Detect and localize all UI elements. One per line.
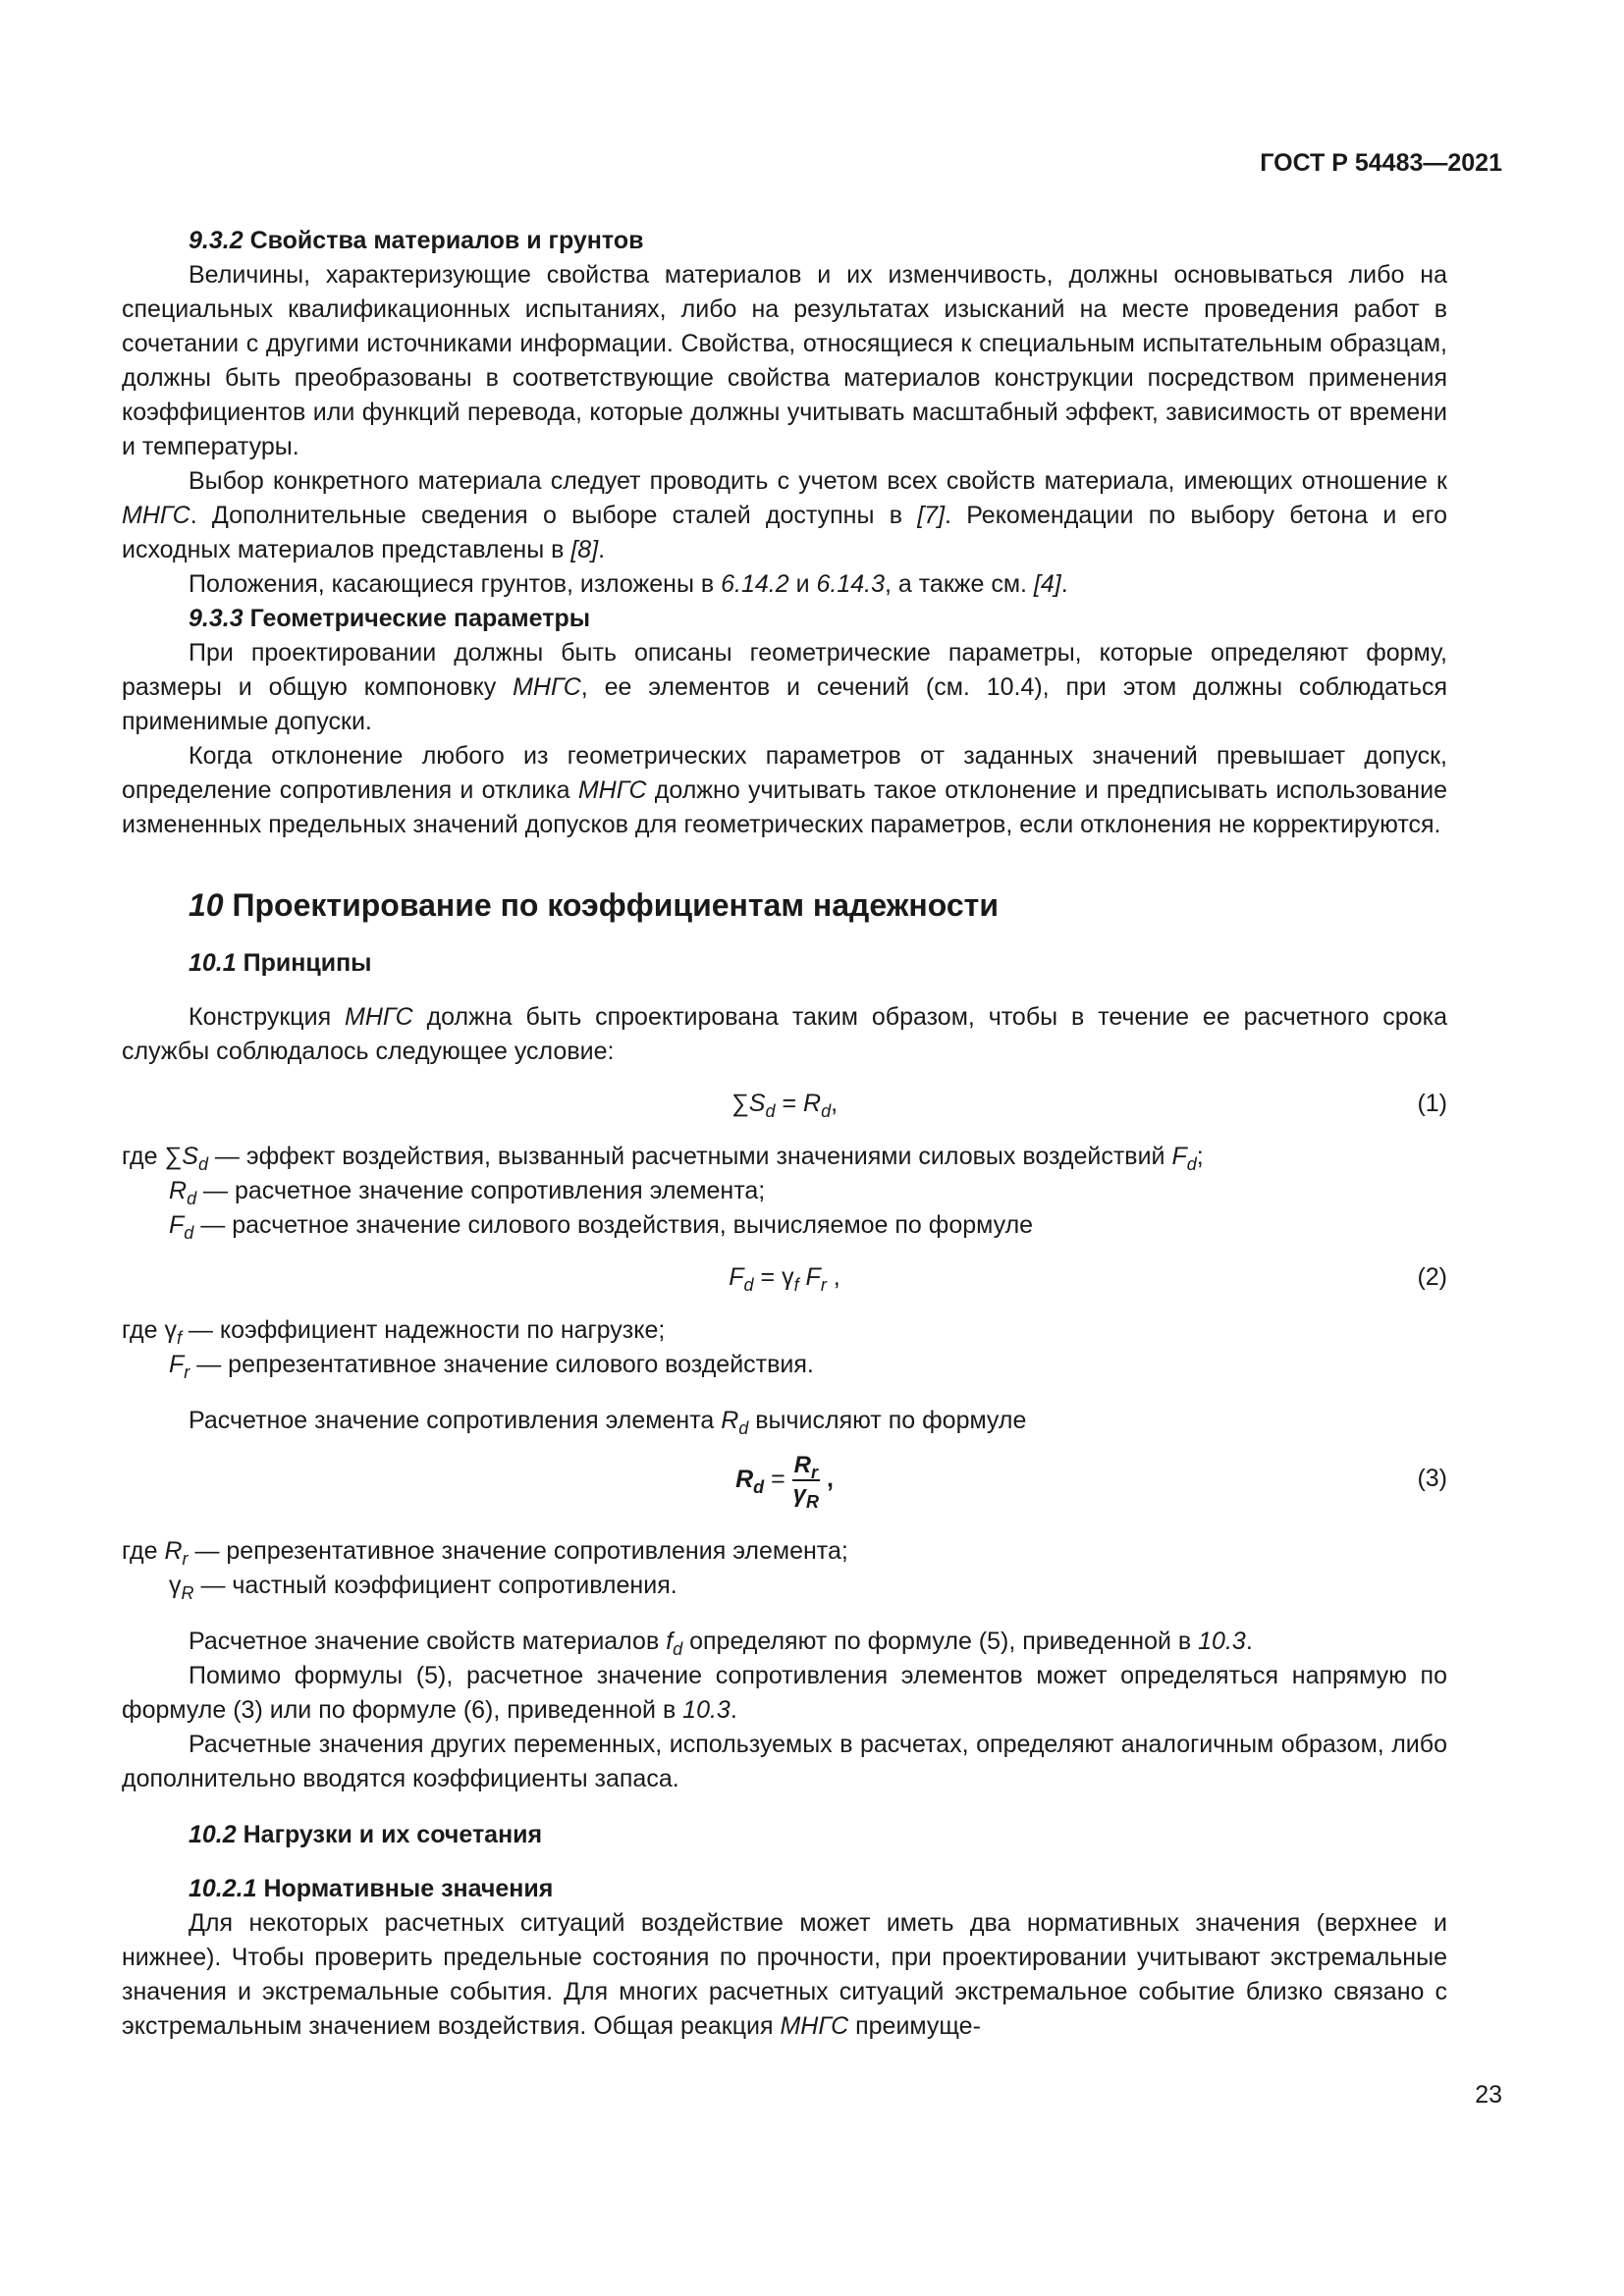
section-9-3-3-heading: 9.3.3 Геометрические параметры: [189, 605, 591, 632]
formula-3: $R_d$ = $\frac{R_r}{\gamma_R}$ , (3): [735, 1452, 1447, 1512]
definition-line: где $\sum S_d$ — эффект воздействия, вызванный расчетными значениями силовых воздействий $F_d$;: [122, 1143, 1204, 1174]
paragraph: Расчетное значение сопротивления элемента $R_d$ вычисляют по формуле: [189, 1407, 1027, 1438]
paragraph: Выбор конкретного материала следует проводить с учетом всех свойств материала, имеющих отношение к МНГС. Дополнительные сведения о выборе сталей доступны в [7]. Рекомендации по выбору бетона и его исходных материалов представлены в [8].: [122, 467, 1447, 563]
page-number: 23: [1475, 2081, 1502, 2109]
paragraph: Величины, характеризующие свойства материалов и их изменчивость, должны основываться либо на специальных квалификационных испытаниях, либо на результатах изысканий на месте проведения работ в сочетании с другими источниками информации. Свойства, относящиеся к специальным испытательным образцам, должны быть преобразованы в соответствующие свойства материалов конструкции посредством применения коэффициентов или функций перевода, которые должны учитывать масштабный эффект, зависимость от времени и температуры.: [122, 261, 1447, 460]
paragraph: Положения, касающиеся грунтов, изложены в 6.14.2 и 6.14.3, а также см. [4].: [189, 570, 1068, 598]
paragraph: Когда отклонение любого из геометрических параметров от заданных значений превышает допуск, определение сопротивления и отклика МНГС должно учитывать такое отклонение и предписывать использование измененных предельных значений допусков для геометрических параметров, если отклонения не корректируются.: [122, 742, 1447, 838]
section-9-3-2-heading: 9.3.2 Свойства материалов и грунтов: [189, 227, 644, 254]
formula-number: (1): [1417, 1090, 1447, 1117]
paragraph: Конструкция МНГС должна быть спроектирована таким образом, чтобы в течение ее расчетного срока службы соблюдалось следующее условие:: [122, 1003, 1447, 1065]
document-body: [122, 224, 1447, 2044]
fraction: $\frac{R_r}{\gamma_R}$: [792, 1452, 819, 1512]
formula-number: (3): [1417, 1465, 1447, 1492]
formula-1: $\sum S_d = R_d$, (1): [122, 1079, 1447, 1130]
section-10-2-1-heading: 10.2.1 Нормативные значения: [189, 1875, 554, 1902]
definition-line: где $\gamma_f$ — коэффициент надежности по нагрузке;: [122, 1316, 666, 1348]
definition-line: где $R_r$ — репрезентативное значение сопротивления элемента;: [122, 1537, 848, 1569]
definition-line: $\gamma_R$ — частный коэффициент сопротивления.: [169, 1572, 677, 1603]
formula-2: $F_d = \gamma_f$ $F_r$ , (2): [122, 1253, 1447, 1304]
definition-line: $F_r$ — репрезентативное значение силового воздействия.: [169, 1351, 814, 1382]
section-10-heading: 10 Проектирование по коэффициентам надежности: [189, 887, 999, 923]
section-10-2-heading: 10.2 Нагрузки и их сочетания: [189, 1821, 543, 1848]
paragraph: Расчетные значения других переменных, используемых в расчетах, определяют аналогичным образом, либо дополнительно вводятся коэффициенты запаса.: [122, 1731, 1447, 1792]
formula-number: (2): [1417, 1263, 1447, 1291]
paragraph: Помимо формулы (5), расчетное значение сопротивления элементов может определяться напрямую по формуле (3) или по формуле (6), приведенной в 10.3.: [122, 1662, 1447, 1724]
definition-line: $F_d$ — расчетное значение силового воздействия, вычисляемое по формуле: [169, 1211, 1034, 1243]
definition-line: $R_d$ — расчетное значение сопротивления элемента;: [169, 1177, 766, 1208]
paragraph: При проектировании должны быть описаны геометрические параметры, которые определяют форму, размеры и общую компоновку МНГС, ее элементов и сечений (см. 10.4), при этом должны соблюдаться применимые допуски.: [122, 639, 1448, 735]
paragraph: Расчетное значение свойств материалов $f_d$ определяют по формуле (5), приведенной в 10.3.: [189, 1628, 1253, 1659]
section-10-1-heading: 10.1 Принципы: [189, 949, 372, 977]
paragraph: Для некоторых расчетных ситуаций воздействие может иметь два нормативных значения (верхнее и нижнее). Чтобы проверить предельные состояния по прочности, при проектировании учитывают экстремальные значения и экстремальные события. Для многих расчетных ситуаций экстремальное событие близко связано с экстремальным значением воздействия. Общая реакция МНГС преимуще-: [122, 1909, 1447, 2040]
document-header-id: ГОСТ Р 54483—2021: [1260, 149, 1502, 177]
